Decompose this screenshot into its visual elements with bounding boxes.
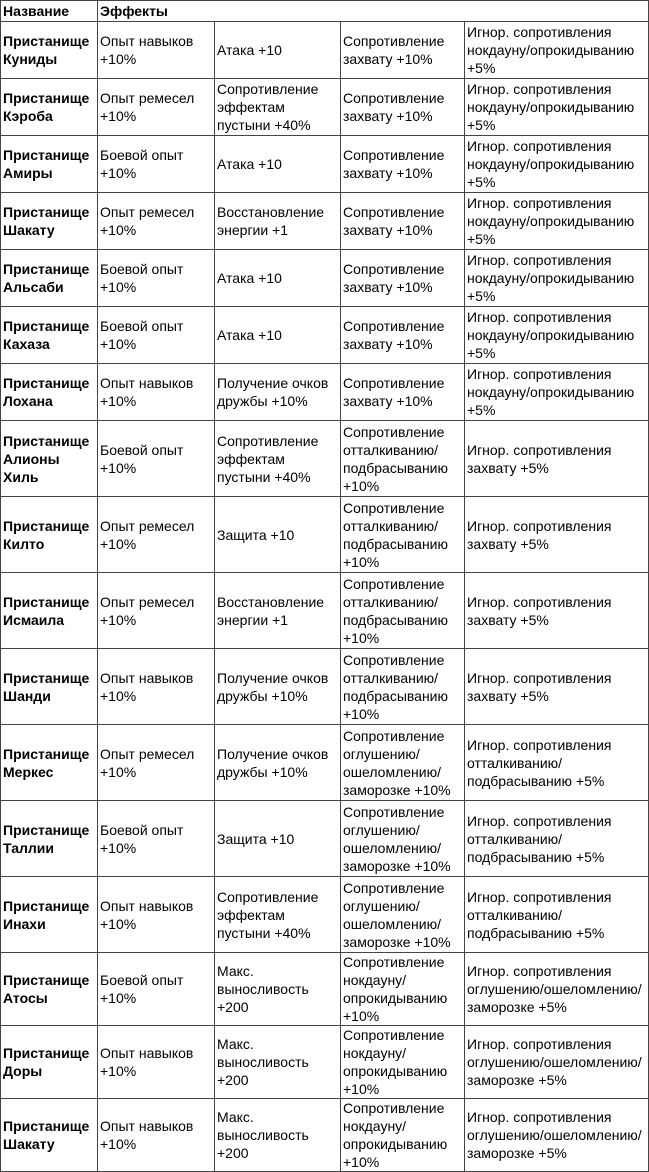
effect-1-cell: Боевой опыт +10% [98, 421, 215, 497]
effect-4-cell: Игнор. сопротивления отталкиванию/подбрасыванию +5% [465, 801, 649, 877]
effect-2-cell: Сопротивление эффектам пустыни +40% [215, 421, 341, 497]
effect-3-cell: Сопротивление захвату +10% [341, 307, 465, 364]
effect-2-cell: Восстановление энергии +1 [215, 193, 341, 250]
table-row [1, 136, 649, 193]
harbor-name-cell: Пристанище Таллии [1, 801, 98, 877]
effect-3-cell: Сопротивление оглушению/ошеломлению/заморозке +10% [341, 801, 465, 877]
effect-1-cell: Опыт ремесел +10% [98, 497, 215, 573]
effect-2-cell: Атака +10 [215, 22, 341, 79]
effect-1-cell: Боевой опыт +10% [98, 250, 215, 307]
harbor-name-cell: Пристанище Кахаза [1, 307, 98, 364]
effect-4-cell: Игнор. сопротивления захвату +5% [465, 573, 649, 649]
harbor-name-cell: Пристанище Шакату [1, 1099, 98, 1172]
effect-3-cell: Сопротивление захвату +10% [341, 79, 465, 136]
header-effects: Эффекты [98, 1, 649, 22]
table-row [1, 573, 649, 649]
table-row [1, 22, 649, 79]
effect-2-cell: Защита +10 [215, 801, 341, 877]
harbor-name-cell: Пристанище Лохана [1, 364, 98, 421]
effect-3-cell: Сопротивление отталкиванию/подбрасыванию +10% [341, 573, 465, 649]
table-row [1, 1099, 649, 1172]
effect-2-cell: Сопротивление эффектам пустыни +40% [215, 79, 341, 136]
harbor-name-cell: Пристанище Доры [1, 1026, 98, 1099]
effect-2-cell: Атака +10 [215, 250, 341, 307]
effect-1-cell: Опыт навыков +10% [98, 877, 215, 953]
effect-1-cell: Боевой опыт +10% [98, 307, 215, 364]
effect-4-cell: Игнор. сопротивления нокдауну/опрокидыванию +5% [465, 307, 649, 364]
effect-2-cell: Атака +10 [215, 307, 341, 364]
effect-3-cell: Сопротивление захвату +10% [341, 22, 465, 79]
effect-4-cell: Игнор. сопротивления нокдауну/опрокидыванию +5% [465, 250, 649, 307]
effect-4-cell: Игнор. сопротивления оглушению/ошеломлению/заморозке +5% [465, 1099, 649, 1172]
table-row [1, 1026, 649, 1099]
effect-3-cell: Сопротивление захвату +10% [341, 136, 465, 193]
effect-3-cell: Сопротивление нокдауну/опрокидыванию +10% [341, 953, 465, 1026]
effect-3-cell: Сопротивление оглушению/ошеломлению/заморозке +10% [341, 725, 465, 801]
effect-3-cell: Сопротивление захвату +10% [341, 364, 465, 421]
table-body [1, 22, 649, 1172]
effect-4-cell: Игнор. сопротивления нокдауну/опрокидыванию +5% [465, 193, 649, 250]
effect-2-cell: Получение очков дружбы +10% [215, 649, 341, 725]
table-row [1, 725, 649, 801]
effect-2-cell: Макс. выносливость +200 [215, 953, 341, 1026]
harbor-name-cell: Пристанище Алионы Хиль [1, 421, 98, 497]
table-row [1, 307, 649, 364]
harbor-name-cell: Пристанище Атосы [1, 953, 98, 1026]
effect-2-cell: Защита +10 [215, 497, 341, 573]
table-row [1, 953, 649, 1026]
effect-1-cell: Опыт навыков +10% [98, 1026, 215, 1099]
harbor-name-cell: Пристанище Кэроба [1, 79, 98, 136]
table-row [1, 497, 649, 573]
harbor-name-cell: Пристанище Шакату [1, 193, 98, 250]
effect-1-cell: Опыт навыков +10% [98, 649, 215, 725]
harbor-name-cell: Пристанище Амиры [1, 136, 98, 193]
effect-4-cell: Игнор. сопротивления захвату +5% [465, 497, 649, 573]
effect-1-cell: Боевой опыт +10% [98, 953, 215, 1026]
effect-1-cell: Боевой опыт +10% [98, 136, 215, 193]
effect-4-cell: Игнор. сопротивления захвату +5% [465, 649, 649, 725]
effect-3-cell: Сопротивление оглушению/ошеломлению/заморозке +10% [341, 877, 465, 953]
effect-3-cell: Сопротивление захвату +10% [341, 250, 465, 307]
effect-3-cell: Сопротивление захвату +10% [341, 193, 465, 250]
effect-4-cell: Игнор. сопротивления нокдауну/опрокидыванию +5% [465, 136, 649, 193]
effect-4-cell: Игнор. сопротивления отталкиванию/подбрасыванию +5% [465, 725, 649, 801]
effect-2-cell: Макс. выносливость +200 [215, 1026, 341, 1099]
effect-2-cell: Сопротивление эффектам пустыни +40% [215, 877, 341, 953]
effect-1-cell: Опыт ремесел +10% [98, 573, 215, 649]
effect-3-cell: Сопротивление отталкиванию/подбрасыванию +10% [341, 421, 465, 497]
header-name: Название [1, 1, 98, 22]
effect-1-cell: Опыт ремесел +10% [98, 193, 215, 250]
effect-4-cell: Игнор. сопротивления нокдауну/опрокидыванию +5% [465, 364, 649, 421]
harbor-name-cell: Пристанище Исмаила [1, 573, 98, 649]
effect-2-cell: Получение очков дружбы +10% [215, 364, 341, 421]
effect-1-cell: Опыт ремесел +10% [98, 725, 215, 801]
harbor-name-cell: Пристанище Инахи [1, 877, 98, 953]
effect-4-cell: Игнор. сопротивления оглушению/ошеломлению/заморозке +5% [465, 953, 649, 1026]
effect-2-cell: Получение очков дружбы +10% [215, 725, 341, 801]
table-row [1, 250, 649, 307]
effect-4-cell: Игнор. сопротивления оглушению/ошеломлению/заморозке +5% [465, 1026, 649, 1099]
effect-3-cell: Сопротивление нокдауну/опрокидыванию +10% [341, 1026, 465, 1099]
table-header-row [1, 1, 649, 22]
effect-3-cell: Сопротивление отталкиванию/подбрасыванию +10% [341, 497, 465, 573]
effect-4-cell: Игнор. сопротивления захвату +5% [465, 421, 649, 497]
harbor-name-cell: Пристанище Альсаби [1, 250, 98, 307]
table-row [1, 649, 649, 725]
effect-1-cell: Боевой опыт +10% [98, 801, 215, 877]
effect-1-cell: Опыт ремесел +10% [98, 79, 215, 136]
effect-4-cell: Игнор. сопротивления нокдауну/опрокидыванию +5% [465, 22, 649, 79]
effect-3-cell: Сопротивление нокдауну/опрокидыванию +10% [341, 1099, 465, 1172]
table-row [1, 801, 649, 877]
harbor-name-cell: Пристанище Меркес [1, 725, 98, 801]
harbor-name-cell: Пристанище Куниды [1, 22, 98, 79]
table-row [1, 193, 649, 250]
effect-3-cell: Сопротивление отталкиванию/подбрасыванию +10% [341, 649, 465, 725]
effect-1-cell: Опыт навыков +10% [98, 364, 215, 421]
effect-4-cell: Игнор. сопротивления нокдауну/опрокидыванию +5% [465, 79, 649, 136]
table-row [1, 877, 649, 953]
effect-1-cell: Опыт навыков +10% [98, 1099, 215, 1172]
table-row [1, 79, 649, 136]
harbor-name-cell: Пристанище Шанди [1, 649, 98, 725]
table-row [1, 421, 649, 497]
table-row [1, 364, 649, 421]
effect-4-cell: Игнор. сопротивления отталкиванию/подбрасыванию +5% [465, 877, 649, 953]
effect-2-cell: Макс. выносливость +200 [215, 1099, 341, 1172]
effect-1-cell: Опыт навыков +10% [98, 22, 215, 79]
harbor-name-cell: Пристанище Килто [1, 497, 98, 573]
effect-2-cell: Восстановление энергии +1 [215, 573, 341, 649]
effect-2-cell: Атака +10 [215, 136, 341, 193]
